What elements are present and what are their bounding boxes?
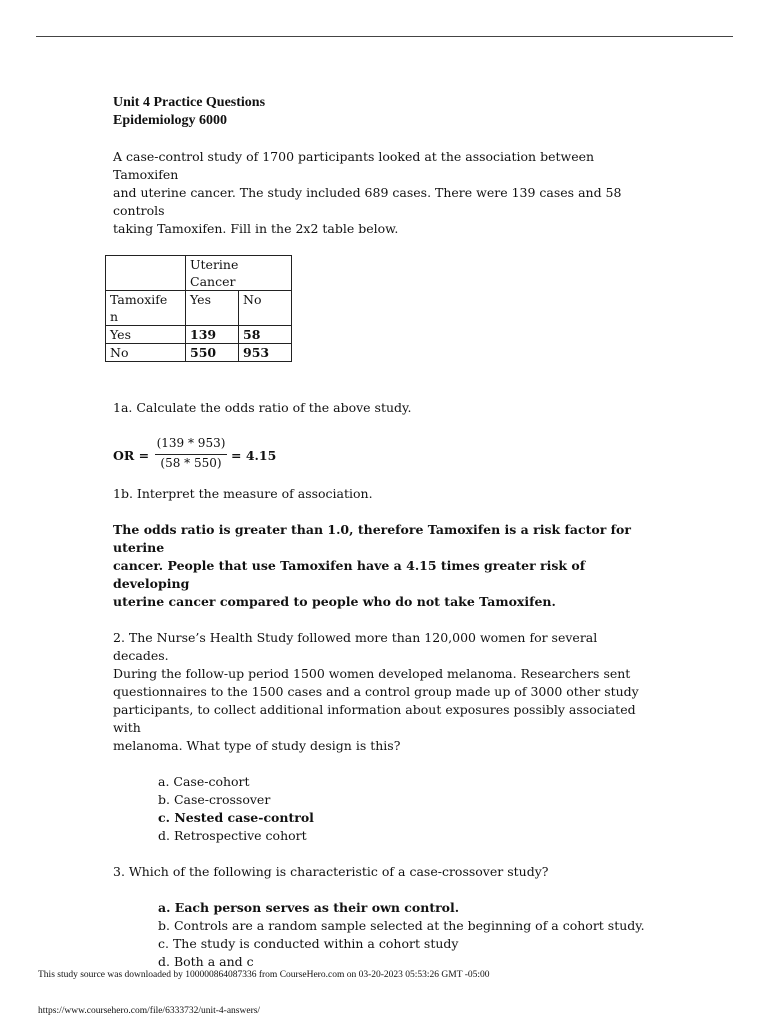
col-yes-header: Yes xyxy=(186,291,239,326)
row-label: Yes xyxy=(106,326,186,344)
exposure-header xyxy=(106,291,186,326)
option-item: b. Case-crossover xyxy=(158,792,271,807)
q2-line: participants, to collect additional information about exposures possibly associated with xyxy=(113,702,636,735)
source-url: https://www.coursehero.com/file/6333732/unit-4-answers/ xyxy=(38,1006,261,1016)
option-item: b. Controls are a random sample selected at the beginning of a cohort study. xyxy=(158,918,645,933)
q1a-question: 1a. Calculate the odds ratio of the above study. xyxy=(113,400,412,415)
cell-value: 58 xyxy=(239,326,292,344)
exposure-label-line1: Tamoxife xyxy=(110,292,168,307)
table-row xyxy=(106,256,292,291)
cell-value: 139 xyxy=(186,326,239,344)
table-row xyxy=(106,291,292,326)
doc-course: Epidemiology 6000 xyxy=(113,113,227,128)
q2-line: 2. The Nurse’s Health Study followed more than 120,000 women for several decades. xyxy=(113,630,598,663)
q1b-question: 1b. Interpret the measure of association. xyxy=(113,486,373,501)
answer-line: cancer. People that use Tamoxifen have a 4.15 times greater risk of developing xyxy=(113,558,586,591)
option-item-correct: a. Each person serves as their own control. xyxy=(158,900,460,915)
exposure-label-line2: n xyxy=(110,309,119,324)
option-item: c. The study is conducted within a cohort study xyxy=(158,936,459,951)
col-no-header: No xyxy=(239,291,292,326)
doc-title: Unit 4 Practice Questions xyxy=(113,95,266,110)
q1-intro xyxy=(113,148,653,238)
or-denominator: (58 * 550) xyxy=(160,456,222,470)
answer-line: uterine cancer compared to people who do not take Tamoxifen. xyxy=(113,594,556,609)
q2-options xyxy=(158,773,653,845)
cell-value: 550 xyxy=(186,344,239,362)
q2-line: During the follow-up period 1500 women developed melanoma. Researchers sent xyxy=(113,666,631,681)
table-corner-cell xyxy=(106,256,186,291)
q2-text xyxy=(113,629,653,755)
top-rule xyxy=(36,36,733,37)
download-source-note: This study source was downloaded by 100000864087336 from CourseHero.com on 03-20-2023 05:53:26 GMT -05:00 xyxy=(38,970,490,980)
table-row xyxy=(106,326,292,344)
two-by-two-table xyxy=(105,255,292,362)
outcome-header: Uterine Cancer xyxy=(186,256,292,291)
or-numerator: (139 * 953) xyxy=(156,436,226,450)
or-label: OR = xyxy=(113,448,150,463)
option-item: a. Case-cohort xyxy=(158,774,250,789)
or-result: = 4.15 xyxy=(231,448,277,463)
q2-line: melanoma. What type of study design is this? xyxy=(113,738,401,753)
option-item-correct: c. Nested case-control xyxy=(158,810,314,825)
or-fraction xyxy=(155,435,227,472)
answer-line: The odds ratio is greater than 1.0, therefore Tamoxifen is a risk factor for uterine xyxy=(113,522,631,555)
odds-ratio-formula xyxy=(113,435,653,475)
q1-intro-line: and uterine cancer. The study included 689 cases. There were 139 cases and 58 controls xyxy=(113,185,622,218)
document-body xyxy=(110,94,653,971)
q1b-answer xyxy=(113,521,653,611)
cell-value: 953 xyxy=(239,344,292,362)
q1-intro-line: A case-control study of 1700 participants looked at the association between Tamoxifen xyxy=(113,149,595,182)
q3-question: 3. Which of the following is characteristic of a case-crossover study? xyxy=(113,864,549,879)
row-label: No xyxy=(106,344,186,362)
q1-intro-line: taking Tamoxifen. Fill in the 2x2 table below. xyxy=(113,221,399,236)
option-item: d. Retrospective cohort xyxy=(158,828,307,843)
option-item: d. Both a and c xyxy=(158,954,254,969)
table-row xyxy=(106,344,292,362)
q3-options xyxy=(158,899,653,971)
q2-line: questionnaires to the 1500 cases and a control group made up of 3000 other study xyxy=(113,684,639,699)
